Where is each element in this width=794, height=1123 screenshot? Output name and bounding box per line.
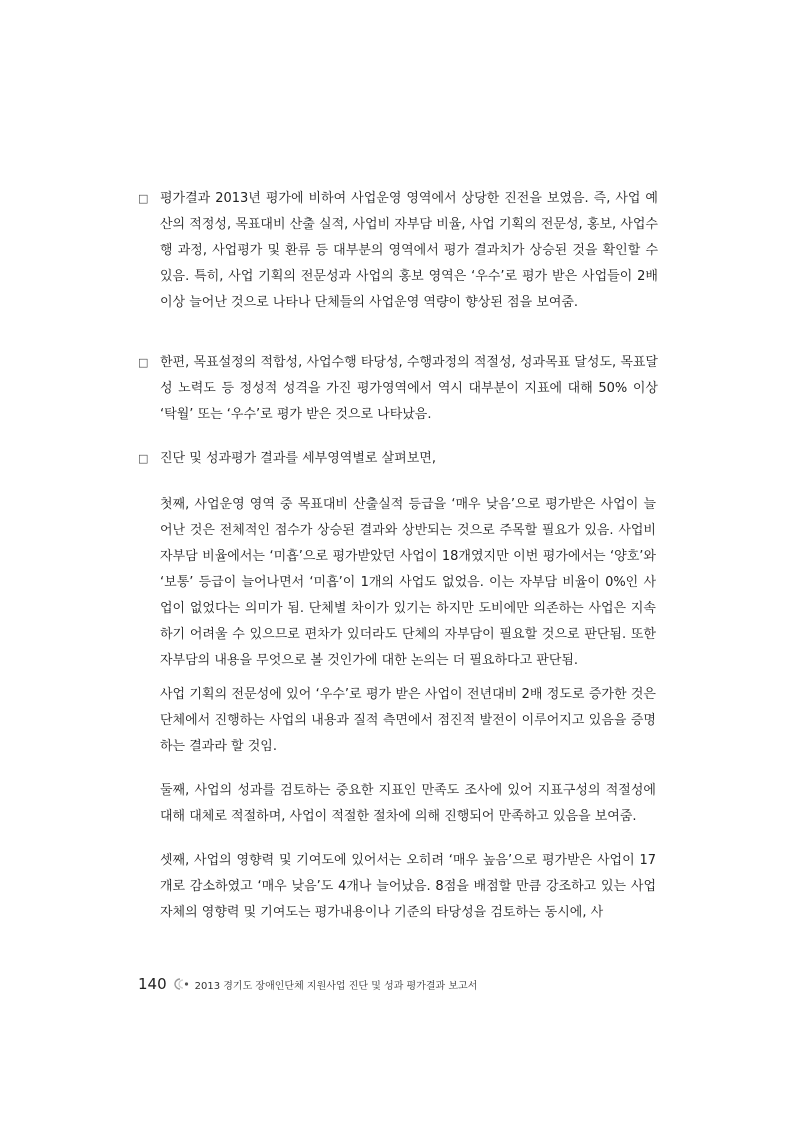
- square-bullet-icon: □: [138, 192, 149, 205]
- bullet-paragraph-1: [138, 186, 658, 316]
- sub-paragraph-third: 셋째, 사업의 영향력 및 기여도에 있어서는 오히려 ‘매우 높음’으로 평가받은 사업이 17개로 감소하였고 ‘매우 낮음’도 4개나 늘어났음. 8점을 배점할 만큼 강조하고 있는 사업자체의 영향력 및 기여도는 평가내용이나 기준의 타당성을 검토하는 동시에, 사: [160, 853, 656, 920]
- footer-title: 2013 경기도 장애인단체 지원사업 진단 및 성과 평가결과 보고서: [194, 980, 478, 992]
- paragraph-text: 평가결과 2013년 평가에 비하여 사업운영 영역에서 상당한 진전을 보였음. 즉, 사업 예산의 적정성, 목표대비 산출 실적, 사업비 자부담 비율, 사업 기획의 전문성, 홍보, 사업수행 과정, 사업평가 및 환류 등 대부분의 영역에서 평가 결과치가 상승된 것을 확인할 수 있음. 특히, 사업 기획의 전문성과 사업의 홍보 영역은 ‘우수’로 평가 받은 사업들이 2배 이상 늘어난 것으로 나타나 단체들의 사업운영 역량이 향상된 점을 보여줌.: [160, 191, 658, 310]
- sub-paragraph-first: 첫째, 사업운영 영역 중 목표대비 산출실적 등급을 ‘매우 낮음’으로 평가받은 사업이 늘어난 것은 전체적인 점수가 상승된 결과와 상반되는 것으로 주목할 필요가 있음. 사업비 자부담 비율에서는 ‘미흡’으로 평가받았던 사업이 18개였지만 이번 평가에서는 ‘양호’와 ‘보통’ 등급이 늘어나면서 ‘미흡’이 1개의 사업도 없었음. 이는 자부담 비율이 0%인 사업이 없었다는 의미가 됨. 단체별 차이가 있기는 하지만 도비에만 의존하는 사업은 지속하기 어려울 수 있으므로 편차가 있더라도 단체의 자부담이 필요할 것으로 판단됨. 또한 자부담의 내용을 무엇으로 볼 것인가에 대한 논의는 더 필요하다고 판단됨.: [160, 497, 656, 668]
- page-number: 140: [138, 975, 167, 993]
- sub-paragraph-second: 둘째, 사업의 성과를 검토하는 중요한 지표인 만족도 조사에 있어 지표구성의 적절성에 대해 대체로 적절하며, 사업이 적절한 절차에 의해 진행되어 만족하고 있음을 보여줌.: [160, 783, 656, 824]
- footer-ornament-icon: [171, 978, 189, 990]
- page-footer: [138, 972, 477, 996]
- bullet-paragraph-3: [138, 446, 658, 472]
- sub-paragraph-planning: 사업 기획의 전문성에 있어 ‘우수’로 평가 받은 사업이 전년대비 2배 정도로 증가한 것은 단체에서 진행하는 사업의 내용과 질적 측면에서 점진적 발전이 이루어지고 있음을 증명하는 결과라 할 것임.: [160, 687, 656, 754]
- paragraph-text: 한편, 목표설정의 적합성, 사업수행 타당성, 수행과정의 적절성, 성과목표 달성도, 목표달성 노력도 등 정성적 성격을 가진 평가영역에서 역시 대부분이 지표에 대해 50% 이상 ‘탁월’ 또는 ‘우수’로 평가 받은 것으로 나타났음.: [160, 355, 658, 422]
- square-bullet-icon: □: [138, 356, 149, 369]
- square-bullet-icon: □: [138, 452, 149, 465]
- bullet-paragraph-2: [138, 350, 658, 428]
- paragraph-text: 진단 및 성과평가 결과를 세부영역별로 살펴보면,: [160, 451, 436, 466]
